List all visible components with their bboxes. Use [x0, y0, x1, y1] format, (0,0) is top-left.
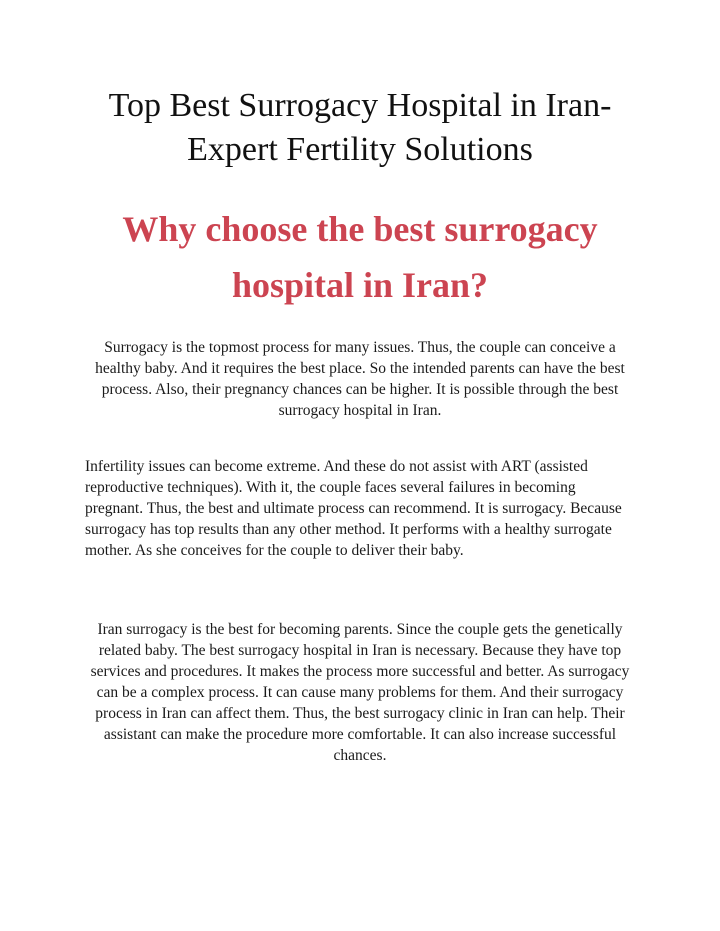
- paragraph-infertility: Infertility issues can become extreme. And these do not assist with ART (assisted reproductive techniques). With it, the couple faces several failures in becoming pregnant. Thus, the best and ultimate process can recommend. It is surrogacy. Because surrogacy has top results than any other method. It performs with a healthy surrogate mother. As she conceives for the couple to deliver their baby.: [85, 458, 622, 559]
- paragraph-iran-surrogacy: Iran surrogacy is the best for becoming parents. Since the couple gets the genetically related baby. The best surrogacy hospital in Iran is necessary. Because they have top services and procedures. It makes the process more successful and better. As surrogacy can be a complex process. It can cause many problems for them. And their surrogacy process in Iran can affect them. Thus, the best surrogacy clinic in Iran can help. Their assistant can make the procedure more comfortable. It can also increase successful chances.: [90, 621, 630, 764]
- page-title: Top Best Surrogacy Hospital in Iran- Expert Fertility Solutions: [108, 87, 612, 168]
- section-heading: Why choose the best surrogacy hospital in Iran?: [122, 209, 598, 305]
- paragraph-intro: Surrogacy is the topmost process for many issues. Thus, the couple can conceive a healthy baby. And it requires the best place. So the intended parents can have the best process. Also, their pregnancy chances can be higher. It is possible through the best surrogacy hospital in Iran.: [95, 339, 625, 419]
